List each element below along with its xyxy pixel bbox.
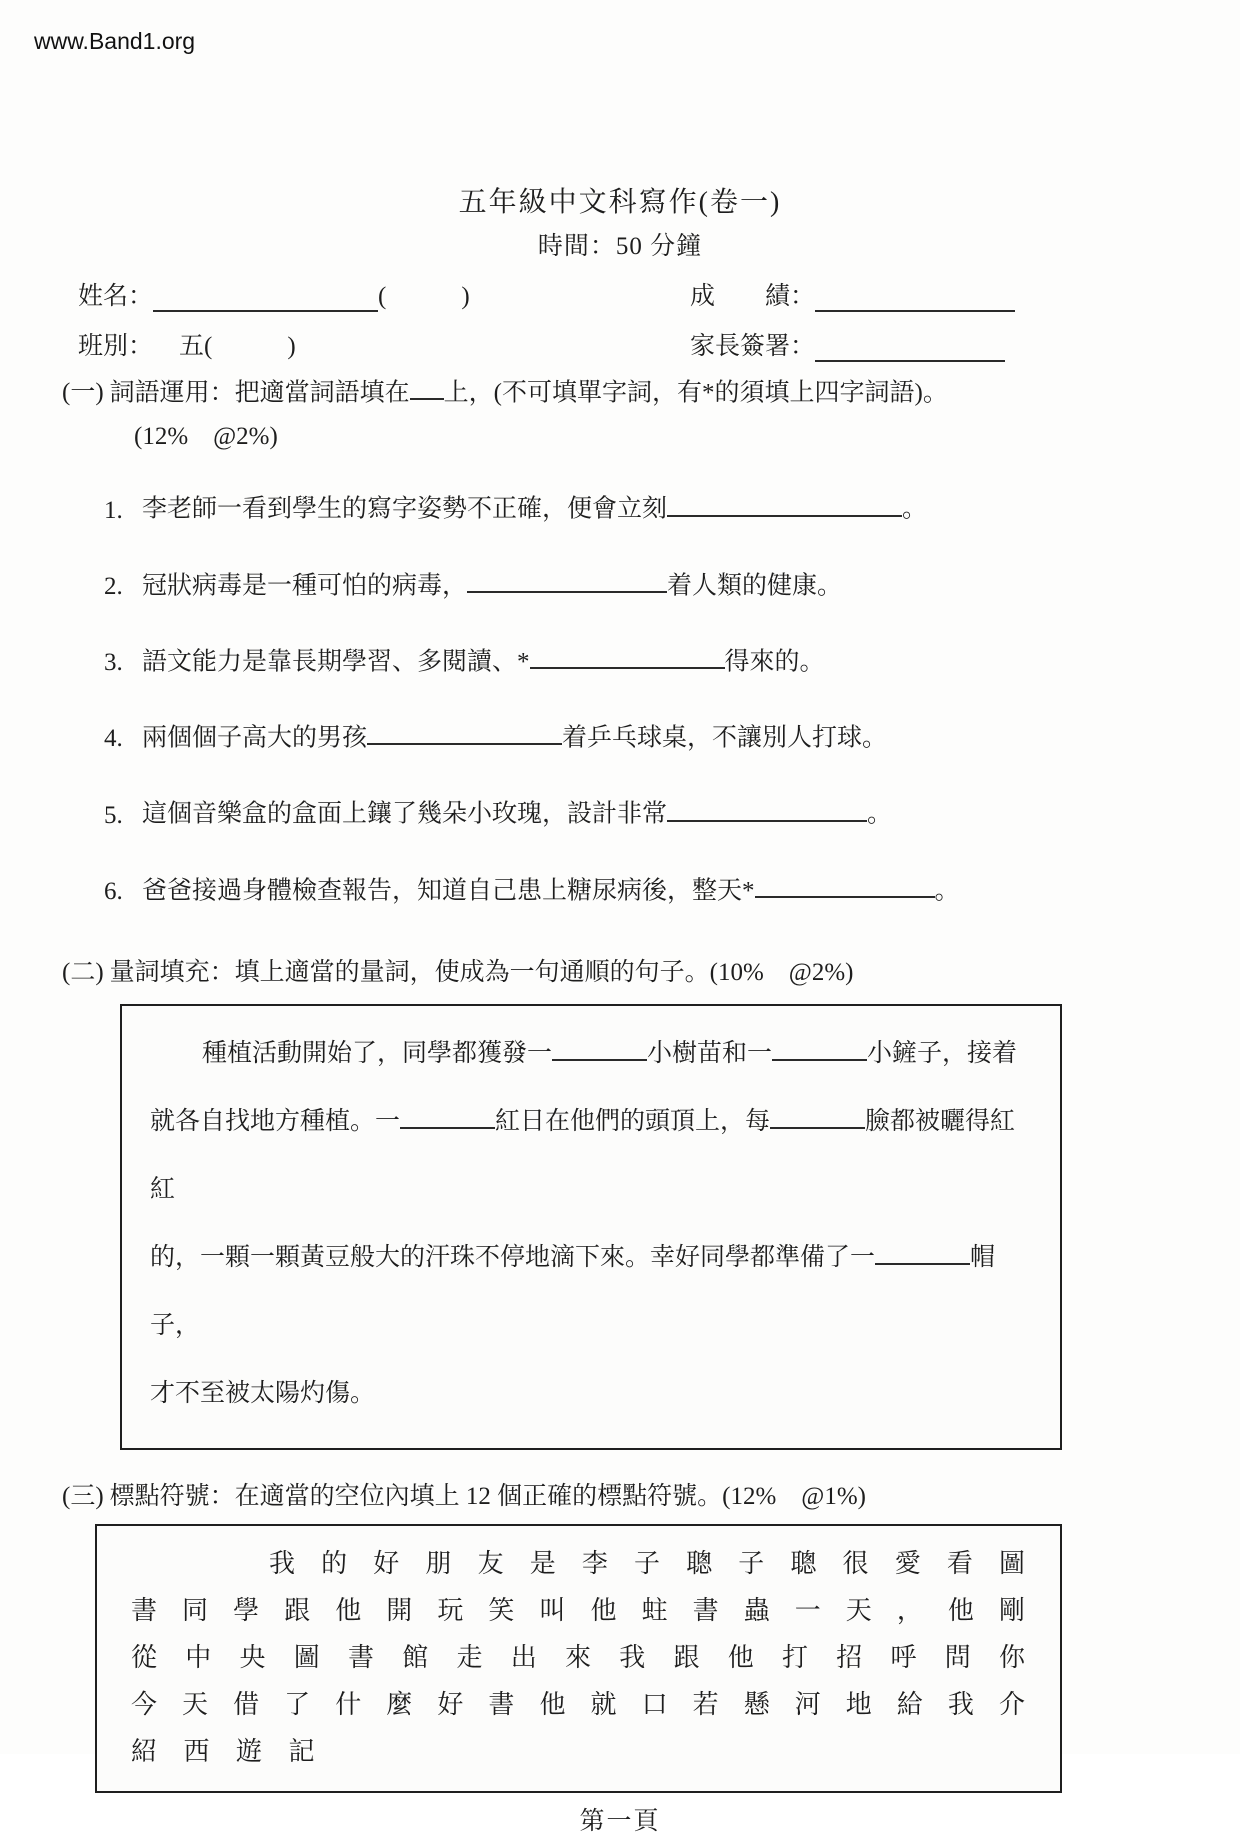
section3-punctuation-box <box>95 1524 1062 1793</box>
question-2-blank <box>467 565 667 593</box>
question-4 <box>104 717 1180 753</box>
section2-line1-c: 小鏟子，接着 <box>867 1039 1018 1067</box>
question-4-post: 着乒乓球桌，不讓別人打球。 <box>562 724 888 752</box>
section2-line-4 <box>150 1360 1032 1428</box>
section1-heading <box>62 372 1180 408</box>
section3-number: (三) <box>62 1482 104 1510</box>
question-6-post: 。 <box>934 876 960 904</box>
section2-line1-a: 種植活動開始了，同學都獲發一 <box>202 1039 553 1067</box>
section2-line3-a: 的，一顆一顆黃豆般大的汗珠不停地滴下來。幸好同學都準備了一 <box>150 1243 876 1271</box>
score-label: 成 績： <box>690 283 816 310</box>
name-field <box>78 276 470 312</box>
question-5-number: 5. <box>104 801 123 829</box>
question-2-post: 着人類的健康。 <box>667 571 843 599</box>
section1-title-pre: 詞語運用：把適當詞語填在 <box>109 379 410 407</box>
section2-line2-b: 紅日在他們的頭頂上，每 <box>495 1107 771 1135</box>
section1-number: (一) <box>62 379 104 407</box>
measure-blank-2 <box>772 1033 867 1061</box>
class-value: 五( ) <box>179 333 296 360</box>
question-5-post: 。 <box>867 800 893 828</box>
section1-title-post: 上，(不可填單字詞，有*的須填上四字詞語)。 <box>443 379 948 407</box>
question-4-blank <box>367 717 562 745</box>
question-5-text <box>142 793 892 829</box>
question-1-blank <box>667 488 902 516</box>
section2-line1-b: 小樹苗和一 <box>647 1039 773 1067</box>
page-number: 第一頁 <box>579 1807 661 1835</box>
question-3-text <box>142 641 825 677</box>
question-1-number: 1. <box>104 496 123 524</box>
section2-line-2 <box>150 1088 1032 1224</box>
parent-sign-field <box>690 326 1160 362</box>
question-3-number: 3. <box>104 649 123 676</box>
question-3-post: 得來的。 <box>724 648 825 675</box>
question-6-pre: 爸爸接過身體檢查報告，知道自己患上糖尿病後，整天* <box>142 876 755 904</box>
question-5-pre: 這個音樂盒的盒面上鑲了幾朵小玫瑰，設計非常 <box>142 800 668 828</box>
section2-line-1 <box>150 1020 1032 1088</box>
parent-sign-blank-line <box>815 334 1005 362</box>
score-blank-line <box>815 284 1015 312</box>
parent-sign-label: 家長簽署： <box>690 333 816 360</box>
question-6-text <box>142 870 960 906</box>
question-2-number: 2. <box>104 572 123 600</box>
question-3 <box>104 641 1180 677</box>
measure-blank-5 <box>875 1237 970 1265</box>
section2-line-3 <box>150 1224 1032 1360</box>
section2-line4: 才不至被太陽灼傷。 <box>150 1379 376 1407</box>
question-1-pre: 李老師一看到學生的寫字姿勢不正確，便會立刻 <box>142 495 668 523</box>
info-row-2 <box>78 326 1160 362</box>
punctuation-line-4: 今 天 借 了 什 麼 好 書 他 就 口 若 懸 河 地 給 我 介 <box>131 1689 1026 1719</box>
section1-marks: (12% @2%) <box>134 423 278 451</box>
question-1-text <box>142 488 927 524</box>
question-3-pre: 語文能力是靠長期學習、多閱讀、* <box>142 648 530 675</box>
score-field <box>690 276 1160 312</box>
section3-title: 標點符號：在適當的空位內填上 12 個正確的標點符號。(12% @1%) <box>109 1482 866 1510</box>
section2-answer-box <box>120 1004 1062 1450</box>
question-5-blank <box>667 793 867 821</box>
section2-number: (二) <box>62 958 104 986</box>
punctuation-line-2: 書 同 學 跟 他 開 玩 笑 叫 他 蛀 書 蟲 一 天 ， 他 剛 <box>131 1595 1026 1625</box>
name-label: 姓名： <box>78 283 154 310</box>
class-label: 班別： <box>78 333 154 360</box>
question-2-text <box>142 565 842 601</box>
measure-blank-4 <box>770 1101 865 1129</box>
section2-heading <box>62 952 1180 988</box>
punctuation-line-3: 從 中 央 圖 書 館 走 出 來 我 跟 他 打 招 呼 問 你 <box>131 1642 1026 1672</box>
section2-line2-a: 就各自找地方種植。一 <box>150 1107 401 1135</box>
section2-line3-b: 帽子， <box>150 1243 996 1339</box>
name-blank-line <box>153 284 378 312</box>
exam-duration: 時間：50 分鐘 <box>537 233 703 260</box>
question-4-text <box>142 717 887 753</box>
question-6-number: 6. <box>104 877 123 905</box>
question-1 <box>104 488 1180 524</box>
measure-blank-1 <box>552 1033 647 1061</box>
section2-title: 量詞填充：填上適當的量詞，使成為一句通順的句子。(10% @2%) <box>109 958 854 986</box>
question-3-blank <box>530 641 725 669</box>
section2-line2-c: 臉都被曬得紅紅 <box>150 1107 1016 1203</box>
question-6 <box>104 870 1180 906</box>
question-2 <box>104 565 1180 601</box>
question-4-number: 4. <box>104 725 123 753</box>
question-1-post: 。 <box>902 495 928 523</box>
question-2-pre: 冠狀病毒是一種可怕的病毒， <box>142 571 468 599</box>
section3-heading <box>62 1476 1180 1512</box>
name-paren: ( ) <box>378 283 470 310</box>
exam-title: 五年級中文科寫作(卷一) <box>458 187 782 218</box>
punctuation-line-5: 紹 西 遊 記 <box>131 1736 316 1766</box>
question-5 <box>104 793 1180 829</box>
question-4-pre: 兩個個子高大的男孩 <box>142 724 368 752</box>
punctuation-line-1: 我 的 好 朋 友 是 李 子 聰 子 聰 很 愛 看 圖 <box>269 1548 1026 1578</box>
question-6-blank <box>755 870 935 898</box>
class-field <box>78 326 296 362</box>
measure-blank-3 <box>400 1101 495 1129</box>
section1-inline-blank <box>410 372 444 400</box>
watermark-url: www.Band1.org <box>34 28 196 54</box>
info-row-1 <box>78 276 1160 312</box>
